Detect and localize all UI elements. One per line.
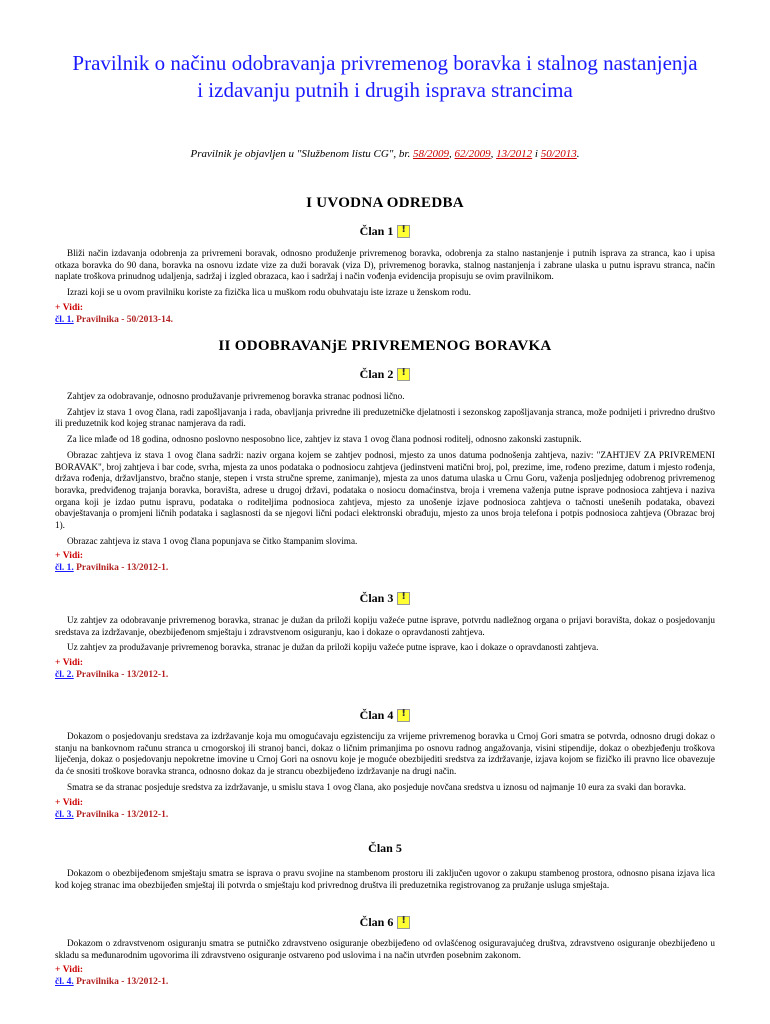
section-1 [55, 195, 715, 212]
see-also-label: Vidi: [62, 965, 84, 976]
article-4-body [55, 731, 715, 821]
page-title [0, 0, 770, 104]
see-also-label: Vidi: [62, 658, 84, 669]
amendment-ref [55, 976, 715, 988]
article-3-title: Član 3 [359, 591, 394, 605]
article-2-para-3: Za lice mlađe od 18 godina, odnosno poslovno nesposobno lice, zahtjev iz stava 1 ovog člana podnosi roditelj, odnosno zakonski zastupnik. [67, 434, 582, 445]
amendment-link[interactable]: čl. 4. [55, 977, 74, 988]
article-2-heading [55, 367, 715, 382]
article-4-para-2: Smatra se da stranac posjeduje sredstva za izdržavanje, u smislu stava 1 ovog člana, ako posjeduje novčana sredstva u iznosu od najmanje 10 eura za svaki dan boravka. [67, 781, 686, 792]
article-3-para-1: Uz zahtjev za odobravanje privremenog boravka, stranac je dužan da priloži kopiju važeće putne isprave, potvrdu nadležnog organa o prijavi boravišta, dokaz o posjedovanju sredstava za izdržavanje, obezbijeđenom smještaju i zdravstvenom osiguranju, kao i dokaze o opravdanosti zahtjeva. [55, 615, 715, 637]
section-title-1: I UVODNA ODREDBA [306, 195, 464, 211]
see-also-label: Vidi: [62, 551, 84, 562]
gazette-link-3[interactable]: 13/2012 [496, 148, 533, 160]
amendment-source: Pravilnika - 13/2012-1. [76, 670, 169, 681]
amendment-link[interactable]: čl. 1. [55, 563, 74, 574]
see-also-toggle[interactable] [55, 303, 715, 314]
amendment-ref [55, 809, 715, 821]
article-4 [55, 708, 715, 723]
expand-icon: + [55, 658, 61, 669]
expand-icon: + [55, 302, 61, 313]
article-2-para-1: Zahtjev za odobravanje, odnosno produžavanje privremenog boravka stranac podnosi lično. [67, 391, 405, 401]
publication-note: Pravilnik je objavljen u "Službenom listu CG", br. 58/2009, 62/2009, 13/2012 i 50/2013. [190, 148, 580, 160]
article-3-heading [55, 591, 715, 606]
article-2 [55, 367, 715, 382]
amendment-source: Pravilnika - 13/2012-1. [76, 563, 169, 574]
see-also-toggle[interactable] [55, 551, 715, 562]
amendment-link[interactable]: čl. 2. [55, 670, 74, 681]
article-5 [55, 841, 715, 856]
note-icon[interactable] [397, 368, 410, 381]
article-1-title: Član 1 [359, 224, 394, 238]
article-2-para-2: Zahtjev iz stava 1 ovog člana, radi zapošljavanja i rada, obavljanja privredne ili preduzetničke djelatnosti i sezonskog zapošljavanja stranca, može podnijeti i privredno društvo ili preduzetnik kod kojeg stranac namjerava da radi. [55, 406, 715, 429]
article-2-para-4: Obrazac zahtjeva iz stava 1 ovog člana sadrži: naziv organa kojem se zahtjev podnosi, mjesto za unos datuma podnošenja zahtjeva, naziv: "ZAHTJEV ZA PRIVREMENI BORAVAK", broj zahtjeva i bar code, svrha, mjesta za unos podataka o podnosiocu zahtjeva (jedinstveni matični broj, pol, prezime, ime, rođeno prezime, datum i mjesto rođenja, država rođenja, državljanstvo, bračno stanje, stepen i vrsta stručne spreme, zanimanje), mjesta za unos datuma ulaska u Crnu Goru, važenja posljednjeg odobrenog privremenog boravka, predviđenog trajanja boravka, boravišta, adrese u drugoj državi, podataka o nosiocu domaćinstva, broja i vremena važenja putne isprave podnosioca zahtjeva i naziva organa koji je izdao putnu ispravu, podataka o roditeljima podnosioca zahtjeva, mjesto za unošenje izjave podnosioca zahtjeva o tačnosti unešenih podataka, obavezi obavještavanja o promjeni ličnih podataka i saglasnosti da se njegovi lični podaci elektronski obrađuju, mjesto za unos broja telefona i potpis podnosioca zahtjeva (Obrazac broj 1). [55, 449, 715, 531]
article-1-para-2: Izrazi koji se u ovom pravilniku koriste za fizička lica u muškom rodu obuhvataju iste izraze u ženskom rodu. [67, 287, 471, 298]
note-icon[interactable] [397, 916, 410, 929]
amendment-link[interactable]: čl. 1. [55, 314, 74, 325]
article-6-para-1: Dokazom o zdravstvenom osiguranju smatra se putničko zdravstveno osiguranje obezbijeđeno od ovlašćenog osiguravajućeg društva, zdravstveno osiguranje obezbijeđeno u skladu sa međunarodnim ugovorima ili zdravstveno osiguranje ostvareno pod uslovima i na način utvrđen posebnim zakonom. [55, 938, 715, 960]
expand-icon: + [55, 965, 61, 976]
gazette-link-1[interactable]: 58/2009 [412, 148, 450, 160]
title-line-1: Pravilnik o načinu odobravanja privremenog boravka i stalnog nastanjenja [72, 51, 698, 75]
article-2-para-5: Obrazac zahtjeva iz stava 1 ovog člana popunjava se čitko štampanim slovima. [67, 535, 358, 546]
amendment-ref [55, 314, 715, 326]
article-6 [55, 915, 715, 930]
article-1 [55, 224, 715, 239]
article-6-title: Član 6 [359, 915, 394, 929]
see-also-label: Vidi: [62, 797, 84, 808]
section-2 [55, 338, 715, 355]
amendment-source: Pravilnika - 13/2012-1. [76, 809, 169, 820]
article-3-para-2: Uz zahtjev za produžavanje privremenog boravka, stranac je dužan da priloži kopiju važeće putne isprave, kao i dokaze o opravdanosti zahtjeva. [67, 642, 599, 653]
article-5-heading [55, 841, 715, 856]
article-5-title: Član 5 [368, 841, 402, 855]
see-also-toggle[interactable] [55, 798, 715, 809]
gazette-link-4[interactable]: 50/2013 [540, 148, 577, 160]
article-4-title: Član 4 [359, 708, 394, 722]
article-2-title: Član 2 [359, 367, 394, 381]
article-5-body [55, 868, 715, 895]
title-line-2: i izdavanju putnih i drugih isprava strancima [197, 78, 573, 102]
article-4-para-1: Dokazom o posjedovanju sredstava za izdržavanje koja mu omogućavaju egzistenciju za vrijeme privremenog boravka u Crnoj Gori smatra se potvrda, odnosno drugi dokaz o stanju na bankovnom računu stranca u crnogorskoj ili stranoj banci, dokaz o ličnim primanjima po osnovu radnog angažovanja, visini stipendije, dokaz o obezbjeđenju troškova liječenja, dokaz o posjedovanju nepokretne imovine u Crnoj Gori na osnovu koje je moguće obezbijediti sredstva za izdržavanje, izjava kojom se fizičko ili pravno lice obavezuje da će snositi troškove boravka stranca, odnosno dokaz da je strancu obezbijeđeno izdržavanje na drugi način. [55, 731, 715, 777]
note-icon[interactable] [397, 592, 410, 605]
expand-icon: + [55, 551, 61, 562]
amendment-ref [55, 562, 715, 574]
see-also-label: Vidi: [62, 302, 84, 313]
article-1-para-1: Bliži način izdavanja odobrenja za privremeni boravak, odnosno produženje privremenog boravka, odobrenja za stalno nastanjenje i putnih isprava za stranca, kao i upisa otkaza boravka do 90 dana, boravka na osnovu izdate vize za duži boravak (viza D), privremenog boravka, stalnog nastanjenja i zabrane ulaska u putnu ispravu stranca, način naplate troškova prinudnog udaljenja, sadržaj i izgled obrazaca, kao i sadržaj i način vođenja evidencija propisuju se ovim pravilnikom. [55, 248, 715, 282]
gazette-link-2[interactable]: 62/2009 [454, 148, 491, 160]
section-title-2: II ODOBRAVANjE PRIVREMENOG BORAVKA [218, 338, 552, 354]
amendment-link[interactable]: čl. 3. [55, 809, 74, 820]
article-1-heading [55, 224, 715, 239]
see-also-toggle[interactable] [55, 965, 715, 976]
article-3 [55, 591, 715, 606]
article-4-heading [55, 708, 715, 723]
note-icon[interactable] [397, 225, 410, 238]
see-also-toggle[interactable] [55, 658, 715, 669]
note-icon[interactable] [397, 709, 410, 722]
article-3-body [55, 615, 715, 681]
article-2-body [55, 391, 715, 574]
amendment-source: Pravilnika - 13/2012-1. [76, 977, 169, 988]
amendment-source: Pravilnika - 50/2013-14. [76, 314, 173, 325]
article-5-para-1: Dokazom o obezbijeđenom smještaju smatra se isprava o pravu svojine na stambenom prostoru ili zaključen ugovor o zakupu stambenog prostora, odnosno pisana izjava lica kod kojeg stranac ima obezbijeđen smještaj ili potvrda o smještaju kod privrednog društva ili preduzetnika registrovanog za pružanje usluga smještaja. [55, 868, 715, 890]
publication-prefix: Pravilnik je objavljen u "Službenom listu CG", br. [190, 148, 413, 160]
article-6-body [55, 938, 715, 988]
expand-icon: + [55, 797, 61, 808]
amendment-ref [55, 669, 715, 681]
article-1-body [55, 248, 715, 326]
article-6-heading [55, 915, 715, 930]
